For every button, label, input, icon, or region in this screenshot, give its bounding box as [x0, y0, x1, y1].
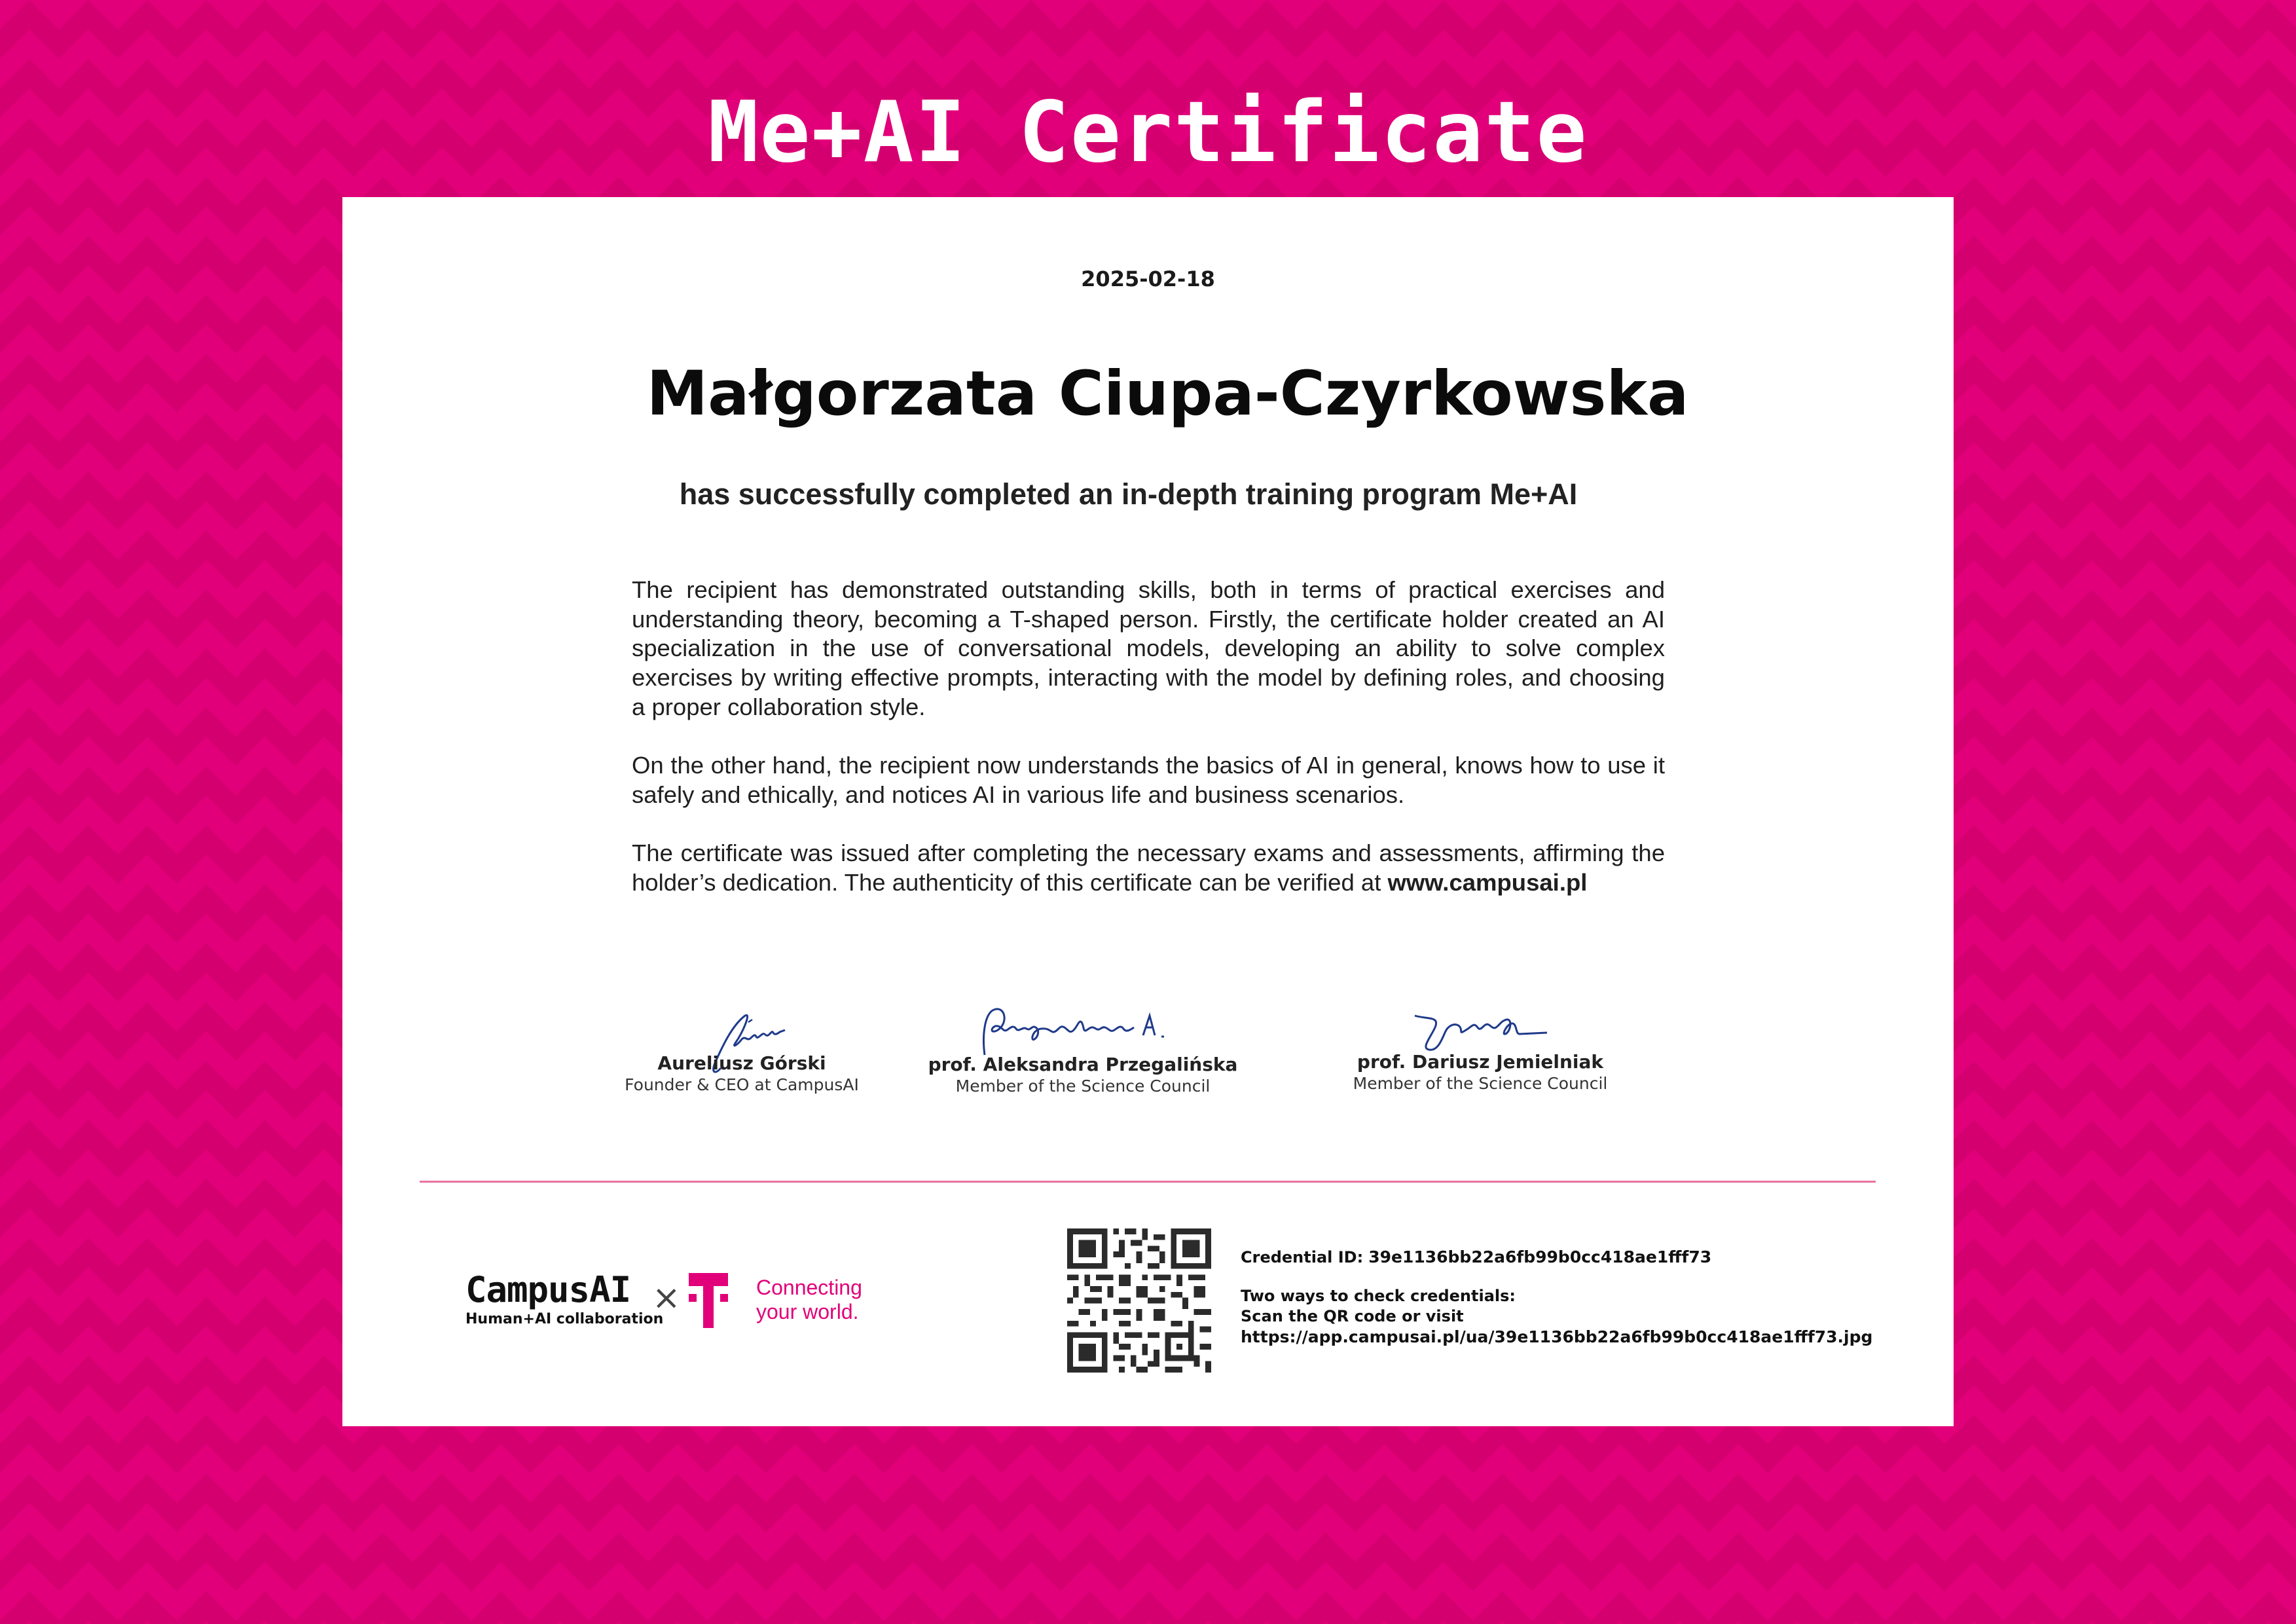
- signatory-name: prof. Aleksandra Przegalińska: [928, 1054, 1238, 1075]
- credential-verification-url[interactable]: https://app.campusai.pl/ua/39e1136bb22a6fb99b0cc418ae1fff73.jpg: [1241, 1327, 1873, 1346]
- credential-id-value: 39e1136bb22a6fb99b0cc418ae1fff73: [1368, 1247, 1712, 1266]
- campusai-logo: [465, 1269, 664, 1327]
- campusai-logo-subtitle: Human+AI collaboration: [465, 1311, 664, 1327]
- tagline-line-1: Connecting: [756, 1276, 862, 1299]
- certificate-header-title: Me+AI Certificate: [708, 84, 1588, 181]
- credential-info: [1241, 1247, 1872, 1347]
- credential-check-instructions: [1241, 1286, 1872, 1327]
- signature-block-przegalinska: [886, 996, 1279, 1096]
- signature-block-gorski: [545, 996, 938, 1094]
- qr-code-icon[interactable]: [1067, 1228, 1211, 1373]
- signatory-role: Member of the Science Council: [1353, 1074, 1608, 1093]
- description-paragraph-2: On the other hand, the recipient now understands the basics of AI in general, knows how to use it safely and ethically, and notices AI in various life and business scenarios.: [632, 752, 1665, 808]
- signatory-name: prof. Dariusz Jemielniak: [1357, 1051, 1604, 1073]
- verification-text: The certificate was issued after completing the necessary exams and assessments, affirming the holder’s dedication. The authenticity of this certificate can be verified at: [632, 840, 1665, 896]
- signatory-role: Founder & CEO at CampusAI: [625, 1075, 859, 1094]
- signatory-role: Member of the Science Council: [955, 1077, 1211, 1096]
- description-paragraph-3: [632, 839, 1665, 897]
- signature-block-jemielniak: [1284, 996, 1677, 1093]
- collaboration-times-sign: ×: [652, 1278, 681, 1318]
- verification-link[interactable]: www.campusai.pl: [1387, 869, 1588, 896]
- t-mobile-logo-icon: [689, 1273, 728, 1328]
- check-instructions-line-1: Two ways to check credentials:: [1241, 1287, 1516, 1305]
- campusai-logo-text: CampusAI: [465, 1269, 631, 1310]
- description-paragraph-1: The recipient has demonstrated outstanding skills, both in terms of practical exercises and understanding theory, becoming a T-shaped person. Firstly, the certificate holder created an AI specialization in the use of conversational models, developing an ability to solve complex exercises by writing effective prompts, interacting with the model by defining roles, and choosing a proper collaboration style.: [632, 576, 1665, 720]
- recipient-name: Małgorzata Ciupa-Czyrkowska: [646, 358, 1689, 430]
- completion-statement: has successfully completed an in-depth training program Me+AI: [679, 477, 1578, 511]
- check-instructions-line-2: Scan the QR code or visit: [1241, 1307, 1464, 1325]
- issue-date: 2025-02-18: [1081, 267, 1215, 291]
- tagline-line-2: your world.: [756, 1300, 859, 1323]
- certificate-description: [632, 576, 1665, 927]
- section-divider: [420, 1181, 1876, 1183]
- t-mobile-tagline: [756, 1276, 862, 1324]
- credential-id-label: Credential ID:: [1241, 1248, 1364, 1266]
- credential-id-row: [1241, 1247, 1872, 1266]
- signatory-name: Aureliusz Górski: [657, 1052, 826, 1074]
